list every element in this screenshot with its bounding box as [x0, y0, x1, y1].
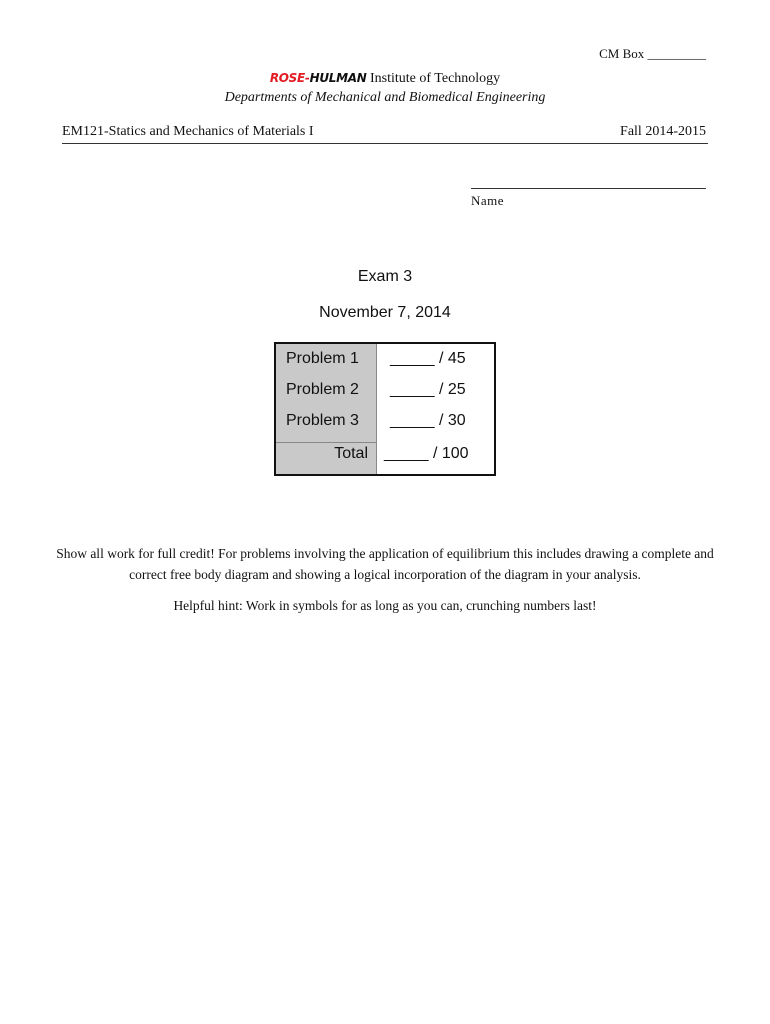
- instructions-text: Show all work for full credit! For problems involving the application of equilibrium this includes drawing a complete and correct free body diagram and showing a logical incorporation of the diagram in your analysis.: [56, 546, 714, 582]
- institution-line: [0, 71, 770, 87]
- helpful-hint: Helpful hint: Work in symbols for as long as you can, crunching numbers last!: [173, 598, 597, 613]
- departments-line: Departments of Mechanical and Biomedical Engineering: [224, 90, 546, 105]
- score-row-label: Problem 3: [286, 412, 359, 429]
- score-row-label: Problem 2: [286, 381, 359, 398]
- course-title: EM121-Statics and Mechanics of Materials I: [62, 124, 314, 139]
- rose-hulman-logo: ROSE-HULMAN: [269, 71, 367, 85]
- score-total-blank: _____ / 100: [384, 445, 469, 462]
- score-row-total: [276, 439, 494, 469]
- term-label: Fall 2014-2015: [620, 124, 706, 139]
- header-divider: [62, 143, 708, 144]
- name-line: [471, 188, 706, 189]
- score-row-blank: _____ / 25: [390, 381, 466, 398]
- exam-date: November 7, 2014: [319, 304, 451, 321]
- score-row-problem-3: [276, 406, 494, 436]
- score-row-problem-2: [276, 375, 494, 405]
- score-total-label: Total: [334, 445, 368, 462]
- score-row-blank: _____ / 30: [390, 412, 466, 429]
- score-table: [274, 342, 496, 476]
- score-row-blank: _____ / 45: [390, 350, 466, 367]
- score-row-label: Problem 1: [286, 350, 359, 367]
- exam-title: Exam 3: [357, 268, 413, 285]
- institute-name: Institute of Technology: [370, 71, 501, 86]
- name-label: Name: [471, 193, 505, 208]
- score-row-problem-1: [276, 344, 494, 374]
- cm-box-field: CM Box _________: [599, 46, 706, 61]
